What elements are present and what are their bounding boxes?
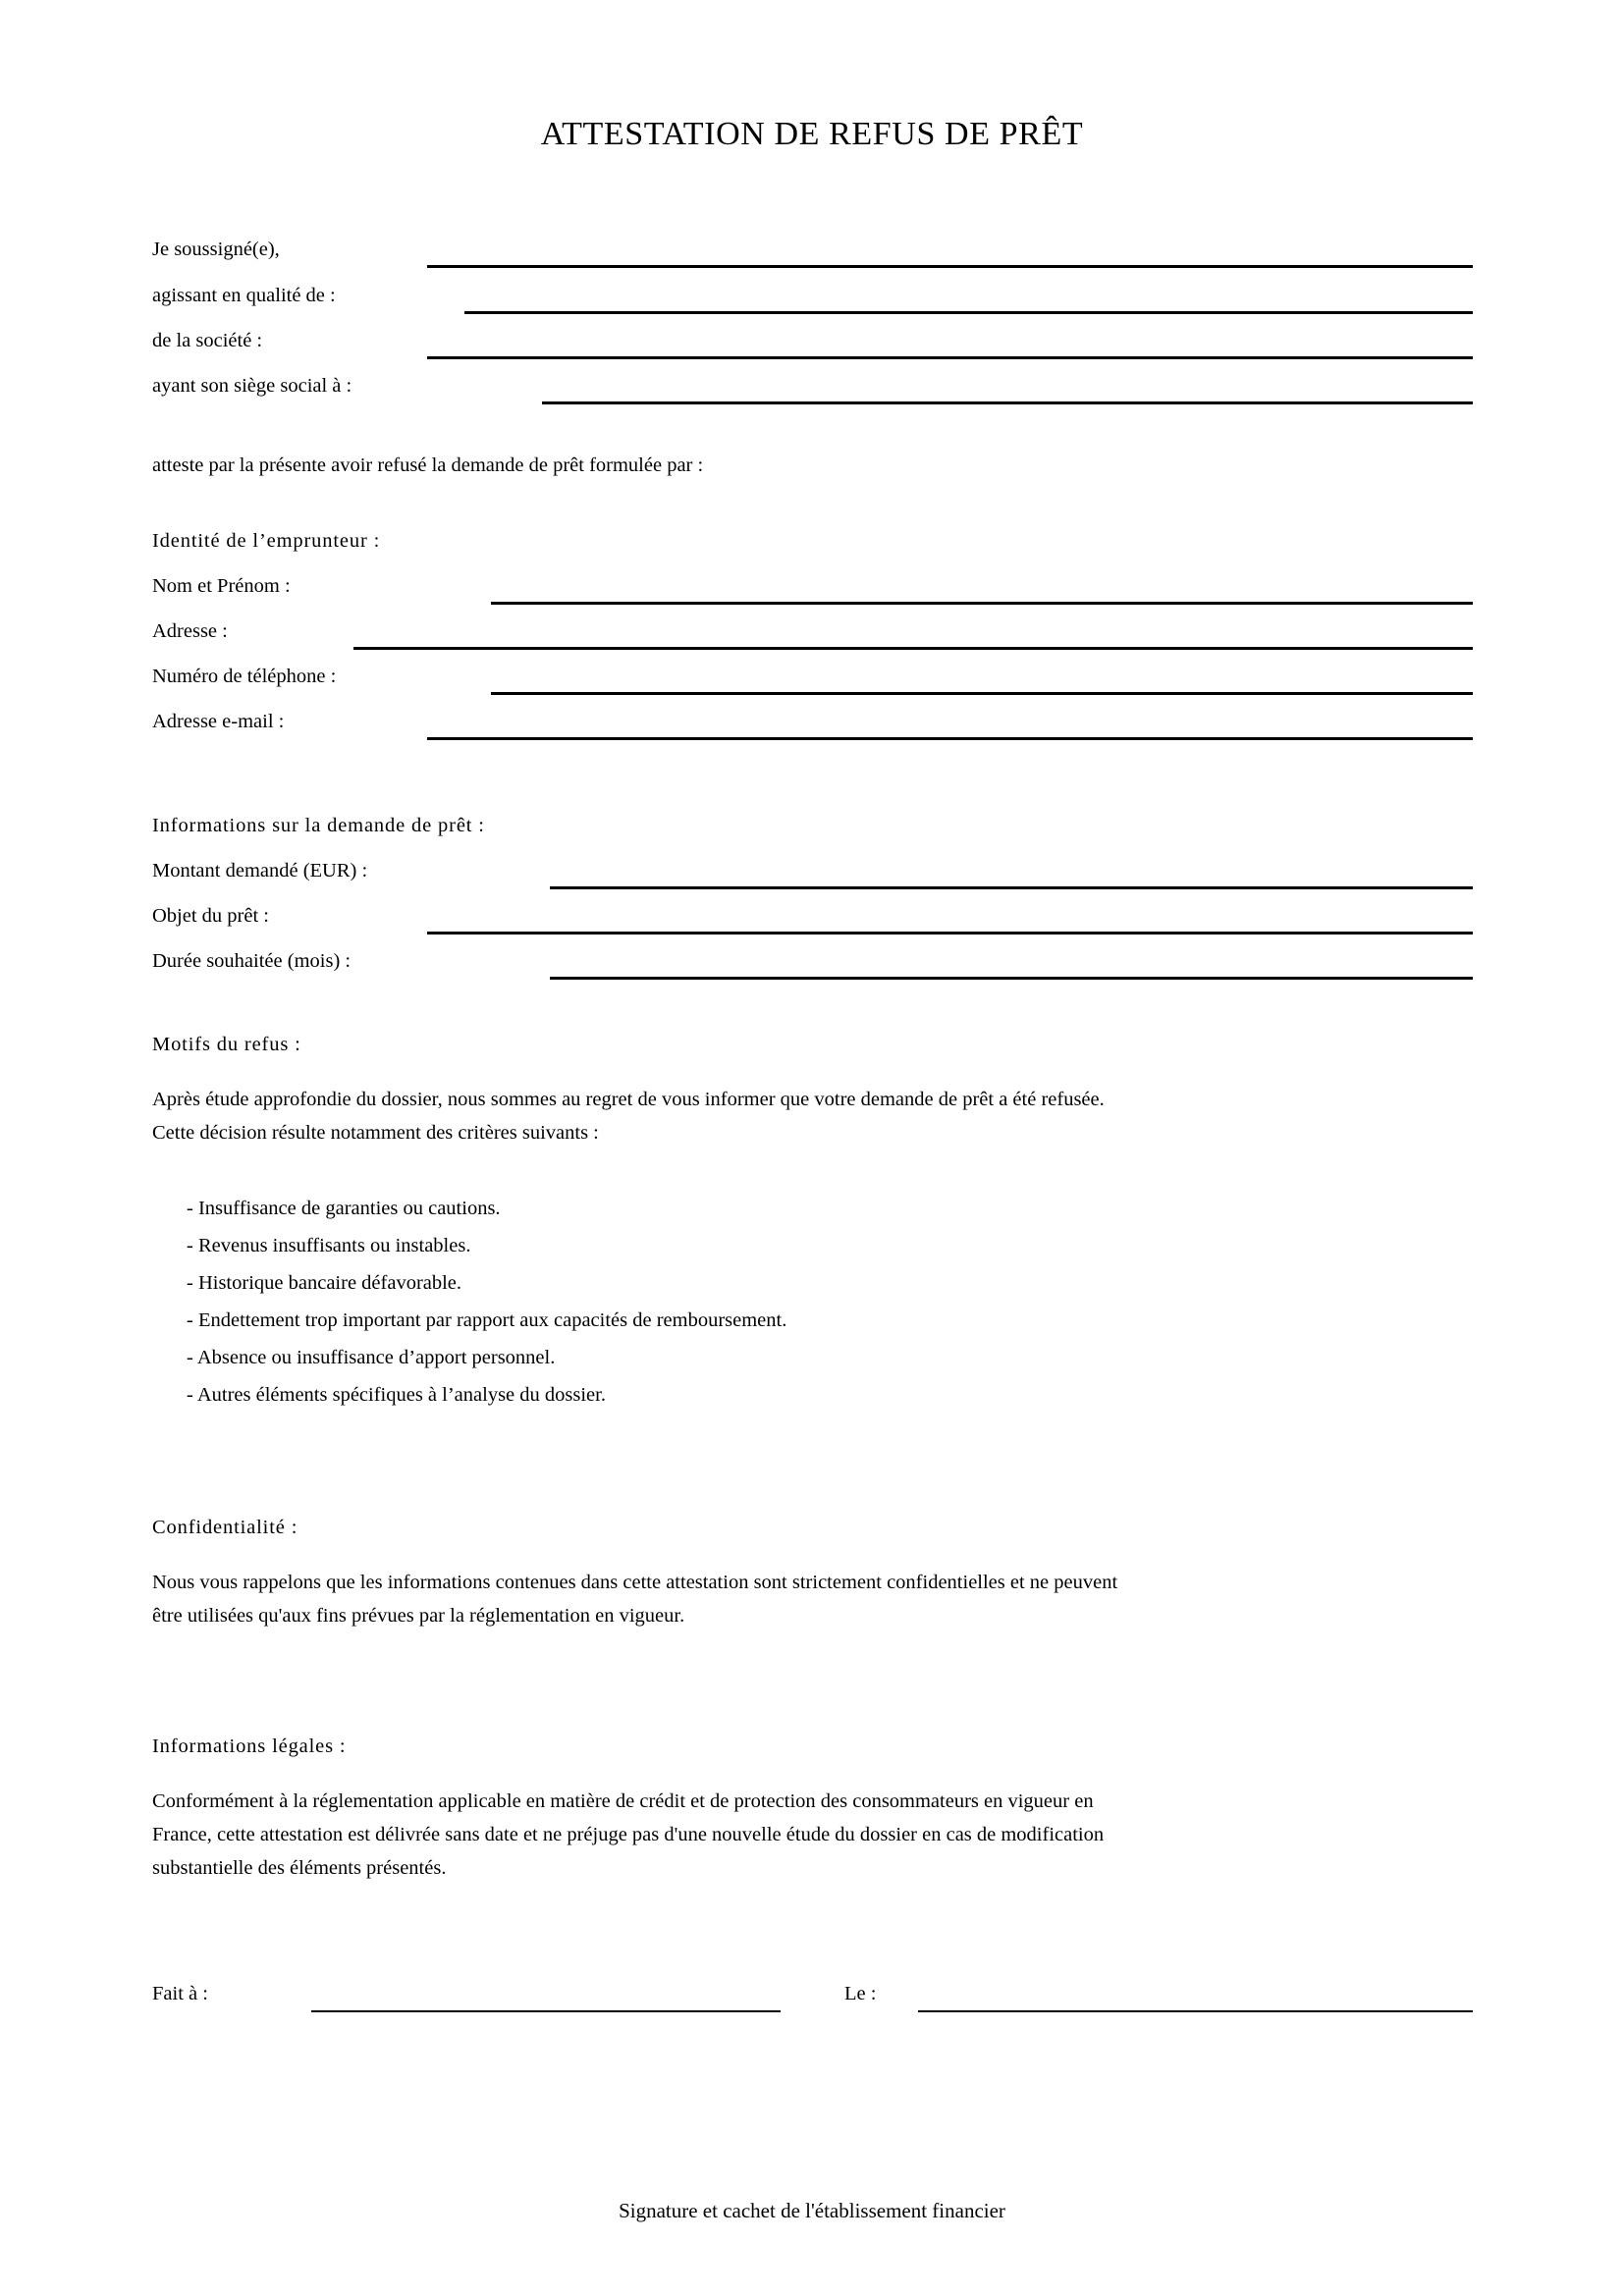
field-line-email[interactable]	[427, 737, 1473, 740]
page-title: ATTESTATION DE REFUS DE PRÊT	[540, 116, 1084, 152]
field-row-email	[152, 711, 1473, 740]
list-item: - Endettement trop important par rapport aux capacités de remboursement.	[187, 1309, 787, 1331]
legal-line-3: substantielle des éléments présentés.	[152, 1857, 447, 1879]
field-line-fait-a[interactable]	[311, 2010, 781, 2012]
refusal-intro-line-1: Après étude approfondie du dossier, nous sommes au regret de vous informer que votre demande de prêt a été refusée.	[152, 1089, 1105, 1110]
section-heading-confidentiality: Confidentialité :	[152, 1517, 298, 1538]
refusal-reason-list	[187, 1190, 1473, 1414]
field-label-nom-prenom: Nom et Prénom :	[152, 575, 291, 597]
field-line-duree[interactable]	[550, 977, 1473, 980]
field-line-montant[interactable]	[550, 886, 1473, 889]
field-line-siege-social[interactable]	[542, 401, 1473, 404]
field-row-societe	[152, 330, 1473, 359]
field-row-soussigne	[152, 239, 1473, 268]
confidentiality-line-1: Nous vous rappelons que les informations contenues dans cette attestation sont strictement confidentielles et ne peuvent	[152, 1572, 1118, 1593]
field-line-adresse[interactable]	[353, 647, 1473, 650]
field-row-fait-a	[152, 1983, 781, 2012]
legal-body	[152, 1785, 1473, 1885]
field-row-adresse	[152, 620, 1473, 650]
field-label-montant: Montant demandé (EUR) :	[152, 860, 368, 881]
field-row-le-date	[844, 1983, 1473, 2012]
section-heading-legal: Informations légales :	[152, 1735, 347, 1757]
field-label-objet-pret: Objet du prêt :	[152, 905, 269, 927]
field-row-qualite	[152, 285, 1473, 314]
field-line-qualite[interactable]	[464, 311, 1473, 314]
field-label-telephone: Numéro de téléphone :	[152, 666, 337, 687]
field-label-societe: de la société :	[152, 330, 263, 351]
field-label-le-date: Le :	[844, 1983, 877, 2004]
signature-footer-note: Signature et cachet de l'établissement financier	[619, 2199, 1005, 2222]
field-label-soussigne: Je soussigné(e),	[152, 239, 280, 260]
field-line-objet-pret[interactable]	[427, 932, 1473, 934]
field-label-duree: Durée souhaitée (mois) :	[152, 950, 352, 972]
refusal-intro	[152, 1083, 1473, 1149]
field-row-objet-pret	[152, 905, 1473, 934]
field-row-siege-social	[152, 375, 1473, 404]
confidentiality-line-2: être utilisées qu'aux fins prévues par la réglementation en vigueur.	[152, 1605, 685, 1627]
list-item: - Absence ou insuffisance d’apport personnel.	[187, 1347, 556, 1368]
list-item: - Autres éléments spécifiques à l’analyse du dossier.	[187, 1384, 606, 1406]
attestation-statement: atteste par la présente avoir refusé la demande de prêt formulée par :	[152, 454, 704, 476]
refusal-intro-line-2: Cette décision résulte notamment des critères suivants :	[152, 1122, 599, 1144]
list-item: - Historique bancaire défavorable.	[187, 1272, 462, 1294]
field-line-le-date[interactable]	[918, 2010, 1473, 2012]
field-label-adresse: Adresse :	[152, 620, 228, 642]
field-line-nom-prenom[interactable]	[491, 602, 1473, 605]
field-line-telephone[interactable]	[491, 692, 1473, 695]
field-label-fait-a: Fait à :	[152, 1983, 208, 2004]
legal-line-1: Conformément à la réglementation applicable en matière de crédit et de protection des consommateurs en vigueur en	[152, 1790, 1094, 1812]
field-row-montant	[152, 860, 1473, 889]
legal-line-2: France, cette attestation est délivrée sans date et ne préjuge pas d'une nouvelle étude du dossier en cas de modification	[152, 1824, 1105, 1845]
section-heading-refusal: Motifs du refus :	[152, 1034, 301, 1055]
list-item: - Insuffisance de garanties ou cautions.	[187, 1198, 501, 1219]
field-line-soussigne[interactable]	[427, 265, 1473, 268]
field-line-societe[interactable]	[427, 356, 1473, 359]
field-label-qualite: agissant en qualité de :	[152, 285, 336, 306]
field-label-siege-social: ayant son siège social à :	[152, 375, 352, 397]
field-row-telephone	[152, 666, 1473, 695]
field-label-email: Adresse e-mail :	[152, 711, 285, 732]
section-heading-borrower: Identité de l’emprunteur :	[152, 530, 381, 552]
section-heading-loan-request: Informations sur la demande de prêt :	[152, 815, 485, 836]
field-row-duree	[152, 950, 1473, 980]
field-row-nom-prenom	[152, 575, 1473, 605]
list-item: - Revenus insuffisants ou instables.	[187, 1235, 471, 1256]
confidentiality-body	[152, 1566, 1473, 1632]
